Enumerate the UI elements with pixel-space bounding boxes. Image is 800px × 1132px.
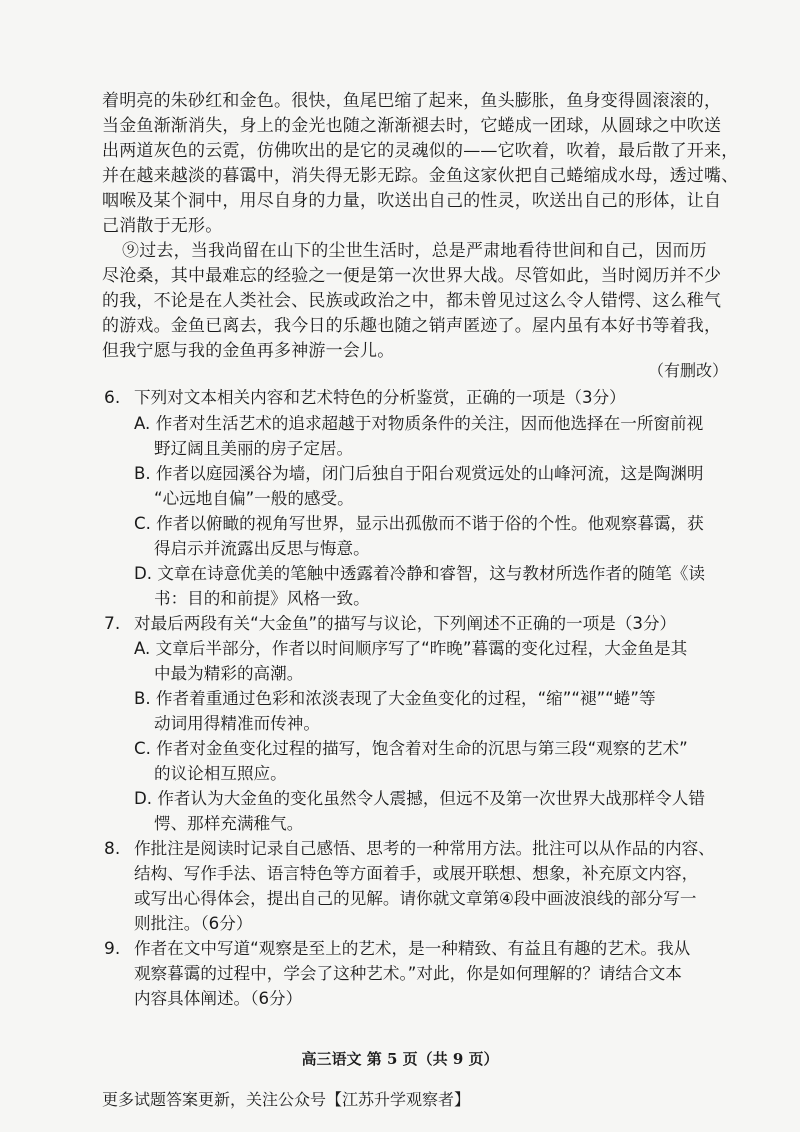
passage-line: 但我宁愿与我的金鱼再多神游一会儿。 xyxy=(102,341,395,361)
question-stem-line: 作批注是阅读时记录自己感悟、思考的一种常用方法。批注可以从作品的内容、 xyxy=(134,839,715,858)
passage-line: 并在越来越淡的暮霭中，消失得无影无踪。金鱼这家伙把自己蜷缩成水母，透过嘴、 xyxy=(102,166,739,186)
passage-line: 的游戏。金鱼已离去，我今日的乐趣也随之销声匿迹了。屋内虽有本好书等着我， xyxy=(102,316,722,336)
promo-text: 更多试题答案更新，关注公众号【江苏升学观察者】 xyxy=(102,1090,471,1109)
question-number: 9. xyxy=(104,939,121,959)
passage-line: 的我，不论是在人类社会、民族或政治之中，都未曾见过这么令人错愕、这么稚气 xyxy=(102,291,722,311)
question-number: 8. xyxy=(104,839,121,859)
question-stem-line: 观察暮霭的过程中，学会了这种艺术。”对此，你是如何理解的？请结合文本 xyxy=(134,964,682,983)
source-note: （有删改） xyxy=(647,361,728,380)
passage-line: 当金鱼渐渐消失，身上的金光也随之渐渐褪去时，它蜷成一团球，从圆球之中吹送 xyxy=(102,116,722,136)
page-number-footer: 高三语文 第 5 页（共 9 页） xyxy=(301,1050,499,1068)
question-stem-line: 作者在文中写道“观察是至上的艺术，是一种精致、有益且有趣的艺术。我从 xyxy=(134,939,691,958)
passage-line: 咽喉及某个洞中，用尽自身的力量，吹送出自己的性灵，吹送出自己的形体，让自 xyxy=(102,191,722,211)
question-stem-line: 内容具体阐述。（6分） xyxy=(134,989,303,1008)
passage-line: 着明亮的朱砂红和金色。很快，鱼尾巴缩了起来，鱼头膨胀，鱼身变得圆滚滚的， xyxy=(102,91,722,111)
option-a-cont: 野辽阔且美丽的房子定居。 xyxy=(154,439,354,458)
passage-line: 出两道灰色的云霓，仿佛吹出的是它的灵魂似的——它吹着，吹着，最后散了开来， xyxy=(102,141,739,161)
option-a-cont: 中最为精彩的高潮。 xyxy=(154,664,304,683)
passage-line: ⑨过去，当我尚留在山下的尘世生活时，总是严肃地看待世间和自己，因而历 xyxy=(122,241,707,261)
option-c-cont: 的议论相互照应。 xyxy=(154,764,287,783)
option-c: C. 作者以俯瞰的视角写世界，显示出孤傲而不谐于俗的个性。他观察暮霭，获 xyxy=(134,514,704,533)
question-number: 7. xyxy=(104,614,121,634)
question-number: 6. xyxy=(104,388,121,408)
option-c: C. 作者对金鱼变化过程的描写，饱含着对生命的沉思与第三段“观察的艺术” xyxy=(134,739,688,758)
question-stem-line: 或写出心得体会，提出自己的见解。请你就文章第④段中画波浪线的部分写一 xyxy=(134,889,697,908)
option-a: A. 作者对生活艺术的追求超越于对物质条件的关注，因而他选择在一所窗前视 xyxy=(134,414,704,433)
option-d-cont: 愕、那样充满稚气。 xyxy=(154,814,304,833)
passage-line: 己消散于无形。 xyxy=(102,216,223,236)
passage-line: 尽沧桑，其中最难忘的经验之一便是第一次世界大战。尽管如此，当时阅历并不少 xyxy=(102,266,722,286)
option-b: B. 作者着重通过色彩和浓淡表现了大金鱼变化的过程，“缩”“褪”“蜷”等 xyxy=(134,689,656,708)
option-d: D. 作者认为大金鱼的变化虽然令人震撼，但远不及第一次世界大战那样令人错 xyxy=(134,789,705,808)
option-d-cont: 书：目的和前提》风格一致。 xyxy=(154,589,370,608)
question-stem: 对最后两段有关“大金鱼”的描写与议论，下列阐述不正确的一项是（3分） xyxy=(134,614,677,633)
option-b-cont: 动词用得精准而传神。 xyxy=(154,714,320,733)
option-b-cont: “心远地自偏”一般的感受。 xyxy=(154,489,354,508)
question-stem-line: 则批注。（6分） xyxy=(134,914,253,933)
option-a: A. 文章后半部分，作者以时间顺序写了“昨晚”暮霭的变化过程，大金鱼是其 xyxy=(134,639,688,658)
option-d: D. 文章在诗意优美的笔触中透露着冷静和睿智，这与教材所选作者的随笔《读 xyxy=(134,564,705,583)
option-b: B. 作者以庭园溪谷为墙，闭门后独自于阳台观赏远处的山峰河流，这是陶渊明 xyxy=(134,464,704,483)
option-c-cont: 得启示并流露出反思与悔意。 xyxy=(154,539,370,558)
question-stem: 下列对文本相关内容和艺术特色的分析鉴赏，正确的一项是（3分） xyxy=(134,388,626,407)
question-stem-line: 结构、写作手法、语言特色等方面着手，或展开联想、想象，补充原文内容， xyxy=(134,864,699,883)
